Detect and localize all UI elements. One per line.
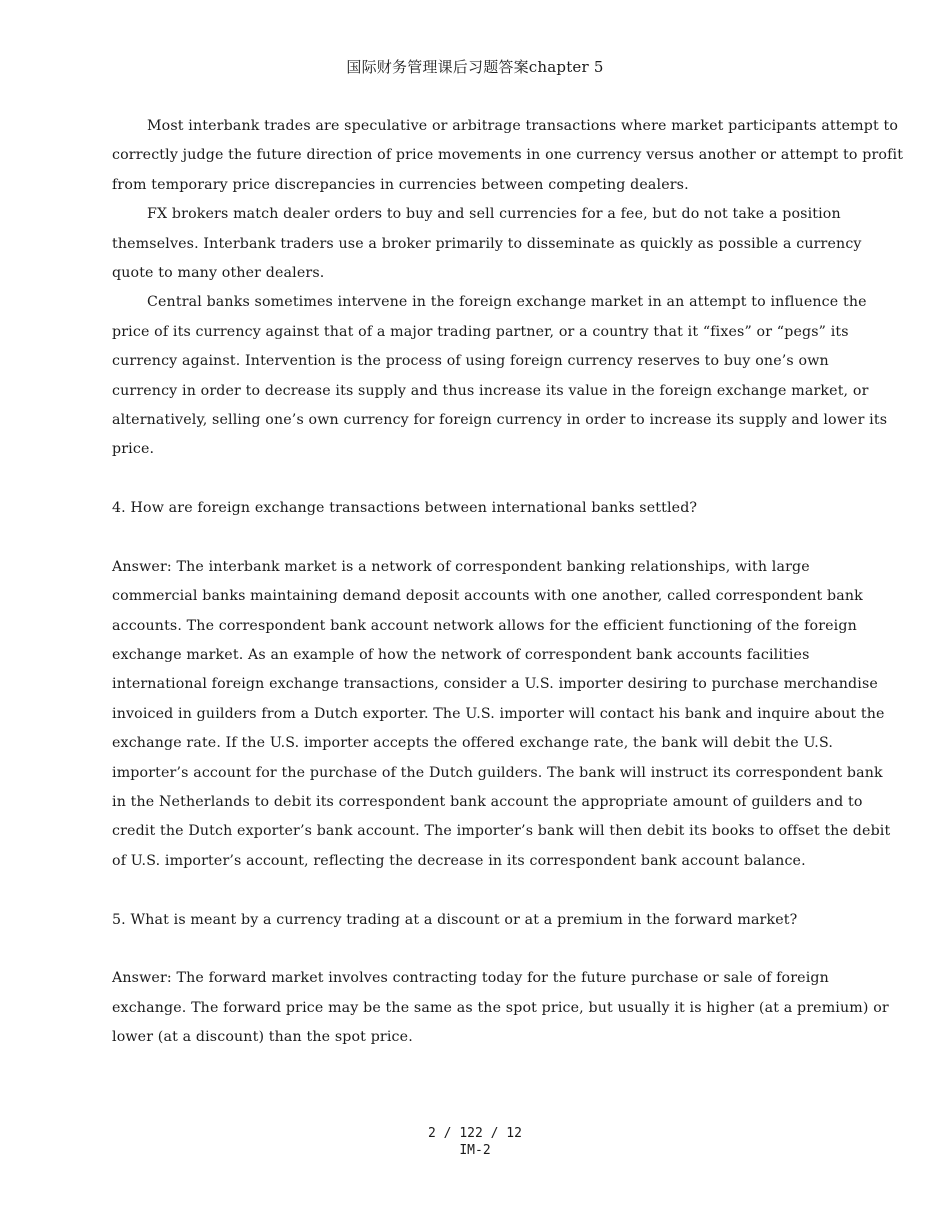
page-footer — [0, 1125, 950, 1159]
blank-line — [112, 523, 950, 552]
paragraph-line: Central banks sometimes intervene in the foreign exchange market in an attempt to influence the — [147, 294, 867, 311]
answer-line: Answer: The interbank market is a network of correspondent banking relationships, with large — [112, 558, 810, 575]
answer-line: commercial banks maintaining demand deposit accounts with one another, called correspondent bank — [112, 588, 863, 605]
paragraph-line: currency in order to decrease its supply and thus increase its value in the foreign exchange market, or — [112, 382, 869, 399]
answer-line: Answer: The forward market involves contracting today for the future purchase or sale of foreign — [112, 970, 829, 987]
answer-line: accounts. The correspondent bank account network allows for the efficient functioning of the foreign — [112, 617, 857, 634]
answer-line: exchange rate. If the U.S. importer accepts the offered exchange rate, the bank will debit the U.S. — [112, 735, 833, 752]
paragraph-line: Most interbank trades are speculative or arbitrage transactions where market participants attempt to — [147, 118, 899, 134]
paragraph-line: quote to many other dealers. — [112, 264, 325, 281]
document-body — [112, 112, 950, 1053]
page-label: IM-2 — [459, 1143, 491, 1158]
paragraph-line: alternatively, selling one’s own currency for foreign currency in order to increase its supply and lower its — [112, 411, 888, 428]
answer-line: exchange market. As an example of how the network of correspondent bank accounts facilities — [112, 647, 810, 664]
paragraph-line: currency against. Intervention is the process of using foreign currency reserves to buy one’s own — [112, 353, 829, 370]
answer-line: in the Netherlands to debit its correspondent bank account the appropriate amount of guilders and to — [112, 793, 863, 810]
answer-line: exchange. The forward price may be the same as the spot price, but usually it is higher (at a premium) or — [112, 999, 889, 1016]
question-5: 5. What is meant by a currency trading at a discount or at a premium in the forward market? — [112, 911, 798, 928]
paragraph-line: correctly judge the future direction of price movements in one currency versus another or attempt to profit — [112, 147, 904, 164]
paragraph-line: from temporary price discrepancies in currencies between competing dealers. — [112, 176, 689, 193]
paragraph-line: themselves. Interbank traders use a broker primarily to disseminate as quickly as possible a currency — [112, 235, 862, 252]
answer-line: credit the Dutch exporter’s bank account. The importer’s bank will then debit its books to offset the debit — [112, 823, 891, 840]
answer-line: international foreign exchange transactions, consider a U.S. importer desiring to purchase merchandise — [112, 676, 878, 693]
blank-line — [112, 465, 950, 494]
answer-line: importer’s account for the purchase of the Dutch guilders. The bank will instruct its correspondent bank — [112, 764, 883, 781]
answer-line: invoiced in guilders from a Dutch exporter. The U.S. importer will contact his bank and inquire about the — [112, 705, 885, 722]
paragraph-line: price of its currency against that of a major trading partner, or a country that it “fixes” or “pegs” its — [112, 323, 849, 340]
paragraph-line: FX brokers match dealer orders to buy and sell currencies for a fee, but do not take a position — [147, 206, 841, 223]
blank-line — [112, 876, 950, 905]
blank-line — [112, 935, 950, 964]
answer-line: of U.S. importer’s account, reflecting the decrease in its correspondent bank account balance. — [112, 852, 806, 869]
paragraph-line: price. — [112, 441, 155, 458]
question-4: 4. How are foreign exchange transactions between international banks settled? — [112, 500, 698, 517]
answer-line: lower (at a discount) than the spot price. — [112, 1029, 413, 1046]
document-title: 国际财务管理课后习题答案chapter 5 — [346, 58, 604, 76]
page-number: 2 / 122 / 12 — [428, 1126, 522, 1141]
